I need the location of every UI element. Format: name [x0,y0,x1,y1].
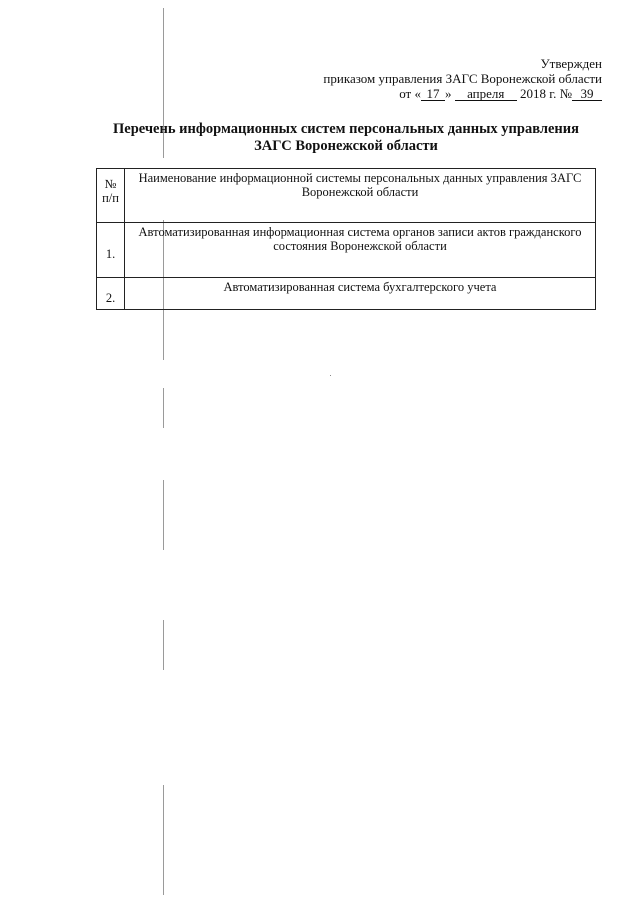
table-header-row [97,169,596,223]
approval-day: 17 [421,87,445,101]
approval-title: Утвержден [540,56,602,71]
scan-artifact-dot [330,375,331,376]
approval-year: 2018 г. № [519,86,572,101]
approval-quote-close: » [444,86,452,101]
row-name: Автоматизированная информационная система органов записи актов гражданского состояния Воронежской области [125,223,596,278]
row-number: 2. [97,278,125,310]
registry-table [96,168,596,310]
approval-number: 39 [572,87,602,101]
approval-block [323,56,602,101]
table-row [97,223,596,278]
scan-artifact-line [163,480,164,550]
approval-month: апреля [455,87,517,101]
scan-artifact-line [163,785,164,895]
scan-artifact-line [163,620,164,670]
header-name: Наименование информационной системы персональных данных управления ЗАГС Воронежской области [125,169,596,223]
header-number: № п/п [97,169,125,223]
table-row [97,278,596,310]
row-name: Автоматизированная система бухгалтерского учета [125,278,596,310]
approval-date-line [323,86,602,101]
row-number: 1. [97,223,125,278]
approval-order-text: приказом управления ЗАГС Воронежской области [323,71,602,86]
scan-artifact-line [163,388,164,428]
document-title: Перечень информационных систем персональных данных управления ЗАГС Воронежской области [113,121,579,154]
approval-date-prefix: от « [399,86,421,101]
